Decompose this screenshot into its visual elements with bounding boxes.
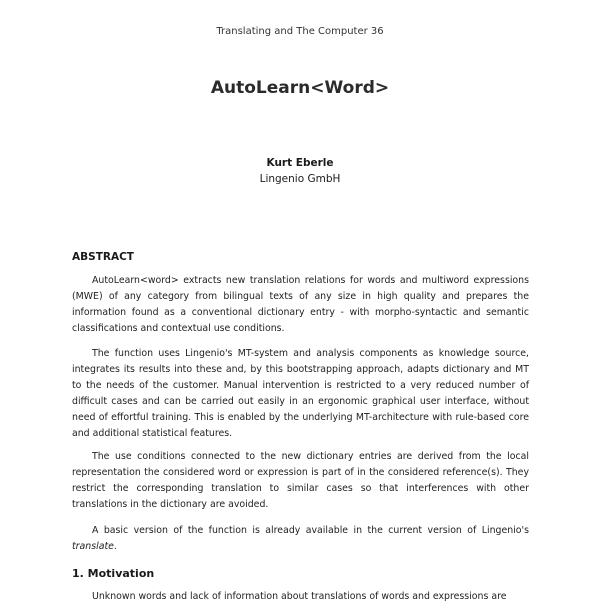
abstract-paragraph	[72, 523, 529, 555]
author-name: Kurt Eberle	[266, 157, 334, 169]
paragraph-text: A basic version of the function is already available in the current version of Lingenio's	[92, 525, 529, 536]
section-heading: 1. Motivation	[72, 567, 155, 580]
abstract-paragraph: The use conditions connected to the new dictionary entries are derived from the local representation the considered word or expression is part of in the considered reference(s). They restrict the corresponding translation to similar cases so that interferences with other translations in the dictionary are avoided.	[72, 451, 529, 511]
abstract-heading: ABSTRACT	[72, 251, 134, 263]
running-head: Translating and The Computer 36	[216, 26, 384, 37]
paper-title: AutoLearn<Word>	[210, 78, 390, 98]
section-paragraph: Unknown words and lack of information about translations of words and expressions are	[92, 591, 507, 602]
product-name-emphasis: translate	[72, 541, 114, 553]
author-affiliation: Lingenio GmbH	[259, 173, 341, 185]
abstract-paragraph: AutoLearn<word> extracts new translation relations for words and multiword expressions (MWE) of any category from bilingual texts of any size in high quality and prepares the information found as a conventional dictionary entry - with morpho-syntactic and semantic classifications and contextual use conditions.	[72, 275, 529, 335]
abstract-paragraph: The function uses Lingenio's MT-system and analysis components as knowledge source, integrates its results into these and, by this bootstrapping approach, adapts dictionary and MT to the needs of the customer. Manual intervention is restricted to a very reduced number of difficult cases and can be carried out easily in an ergonomic graphical user interface, without need of effortful training. This is enabled by the underlying MT-architecture with rule-based core and additional statistical features.	[72, 348, 529, 440]
paragraph-end: .	[113, 541, 117, 553]
